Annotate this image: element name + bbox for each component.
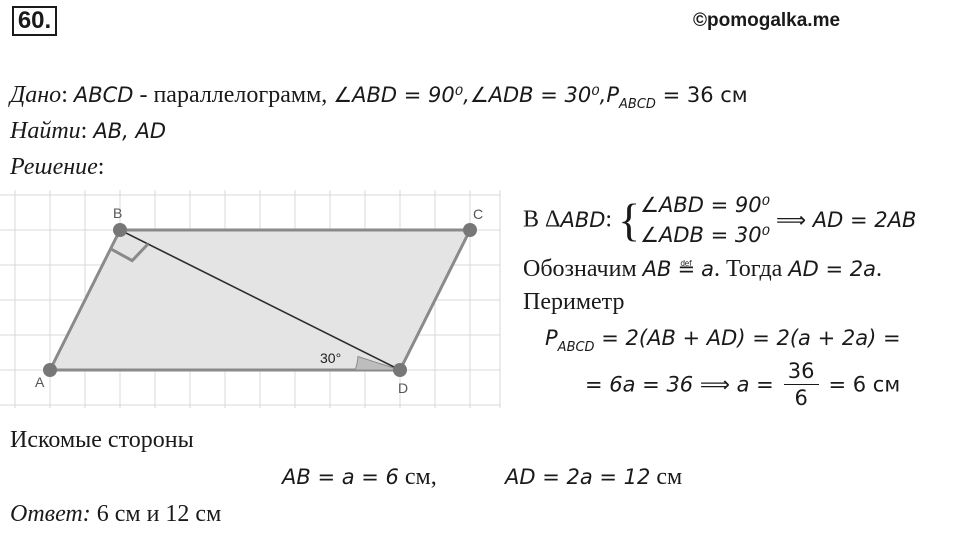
perimeter-expression [545,325,901,355]
fraction-denominator: 6 [794,386,808,410]
sides-label: Искомые стороны [10,427,194,453]
denote-line [523,256,882,283]
site-watermark: ©pomogalka.me [693,10,841,31]
perimeter-solution-right: = 6 см [828,372,901,397]
perimeter-label: Периметр [523,289,625,315]
in-triangle: ABD [560,208,606,232]
given-figure: ABCD [73,83,134,107]
side-ad-unit: см [650,464,683,490]
perimeter-expr: = 2(AB + AD) = 2(a + 2a) = [594,326,901,350]
side-ad-expr: AD = 2a = 12 [505,465,651,489]
in-prefix: В Δ [523,206,561,233]
side-ad [505,464,682,491]
system-brace: { [618,194,641,246]
find-line: Найти: AB, AD [10,118,167,144]
in-colon: : [605,206,613,233]
answer-value: 6 см и 12 см [90,501,222,527]
given-line: Дано: ABCD - параллелограмм, ∠ABD = 90⁰,∠ADB = $30^0,P_{ABCD} = 36$ см [10,82,748,112]
given-angle-abd: ∠ABD = 90⁰, [333,83,470,107]
given-perimeter-p: P [606,83,620,107]
system-line-1: ∠ABD = 90⁰ [640,193,771,217]
perimeter-sub: ABCD [557,339,595,355]
given-perimeter-value: = 36 см [655,83,748,107]
find-label: Найти [10,118,81,144]
perimeter-solution [585,358,900,411]
given-perimeter-sub: ABCD [619,96,656,112]
point-b [113,223,127,237]
triangle-system [523,190,916,250]
perimeter-p: P [545,326,558,350]
system-lines [640,190,770,250]
problem-number: 60. [12,6,57,36]
side-ab [282,464,437,491]
system-line-2: ∠ADB = 30⁰ [640,223,771,247]
denote-then: . Тогда [713,256,789,282]
denote-ab: AB [642,257,672,281]
denote-end: . [876,256,883,282]
point-c [463,223,477,237]
given-text: - параллелограмм, [133,82,334,108]
point-a [43,363,57,377]
system-result: ⟹ AD = 2AB [776,208,917,232]
answer-label: Ответ: [10,501,91,527]
denote-a: a [701,257,714,281]
denote-ad: AD = 2a [788,257,877,281]
solution-label: Решение [10,154,98,180]
vertex-label-d: D [398,380,409,396]
side-ab-expr: AB = a = 6 [282,465,399,489]
answer-line [10,501,221,528]
vertex-label-b: B [113,205,123,221]
find-value: AB, AD [93,119,167,143]
vertex-label-c: C [473,206,484,222]
fraction-numerator: 36 [784,358,819,385]
vertex-label-a: A [35,374,45,390]
side-ab-unit: см, [398,464,437,490]
denote-text: Обозначим [523,256,643,282]
point-d [393,363,407,377]
given-angle-adb: ∠ADB = 30⁰, [469,83,607,107]
fraction [784,358,819,411]
perimeter-solution-left: = 6a = 36 ⟹ a = [585,372,774,397]
denote-def: ≝ [677,257,696,281]
parallelogram-figure [0,190,510,410]
angle-30-label: 30° [320,350,342,366]
solution-line: Решение: [10,154,105,180]
given-label: Дано [10,82,62,108]
